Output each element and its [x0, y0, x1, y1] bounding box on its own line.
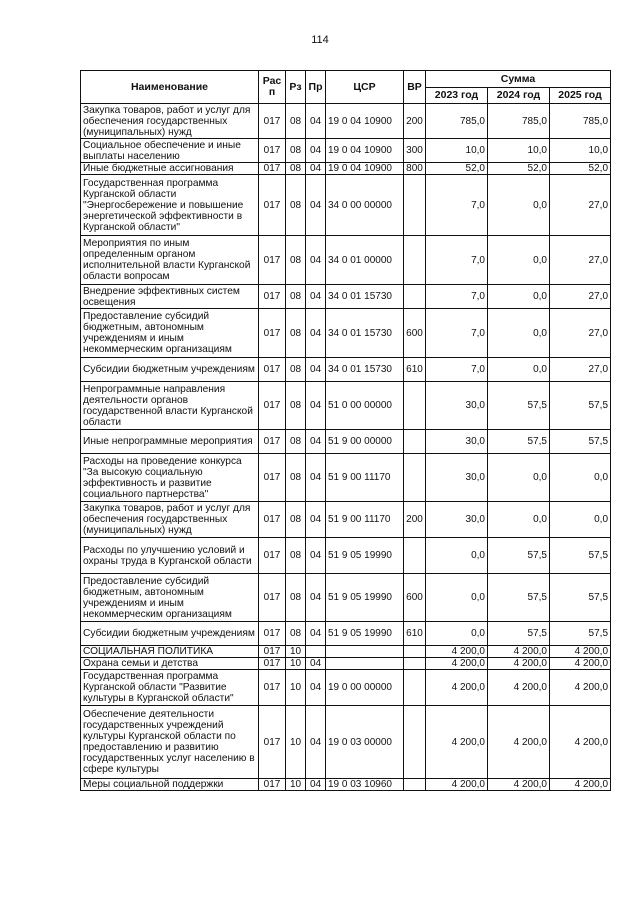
cell-rz: 08 [286, 236, 306, 285]
cell-ras: 017 [259, 104, 286, 139]
cell-csr: 34 0 01 15730 [326, 309, 404, 358]
table-row [81, 139, 611, 163]
table-row [81, 538, 611, 574]
cell-vr: 300 [404, 139, 426, 163]
cell-2025: 27,0 [550, 175, 611, 236]
header-pr: Пр [306, 71, 326, 104]
cell-csr: 34 0 01 15730 [326, 285, 404, 309]
cell-2024: 0,0 [488, 236, 550, 285]
table-row [81, 454, 611, 502]
cell-pr: 04 [306, 454, 326, 502]
cell-ras: 017 [259, 358, 286, 382]
cell-vr: 800 [404, 163, 426, 175]
cell-rz: 08 [286, 502, 306, 538]
cell-2023: 7,0 [426, 309, 488, 358]
cell-ras: 017 [259, 309, 286, 358]
cell-2023: 10,0 [426, 139, 488, 163]
cell-vr [404, 779, 426, 791]
cell-rz: 10 [286, 658, 306, 670]
table-row [81, 430, 611, 454]
cell-2023: 4 200,0 [426, 779, 488, 791]
cell-2025: 57,5 [550, 574, 611, 622]
cell-csr: 51 9 05 19990 [326, 538, 404, 574]
cell-name: Иные непрограммные мероприятия [81, 430, 259, 454]
cell-2025: 27,0 [550, 309, 611, 358]
cell-name: Внедрение эффективных систем освещения [81, 285, 259, 309]
cell-2024: 0,0 [488, 454, 550, 502]
cell-rz: 10 [286, 646, 306, 658]
cell-2023: 785,0 [426, 104, 488, 139]
cell-csr: 51 9 05 19990 [326, 622, 404, 646]
cell-name: Государственная программа Курганской области "Энергосбережение и повышение энергетической эффективности в Курганской области" [81, 175, 259, 236]
cell-vr: 200 [404, 104, 426, 139]
cell-csr: 19 0 03 10960 [326, 779, 404, 791]
cell-name: Обеспечение деятельности государственных учреждений культуры Курганской области по предоставлению и развитию государственных услуг населению в сфере культуры [81, 706, 259, 779]
cell-2025: 785,0 [550, 104, 611, 139]
cell-csr: 34 0 00 00000 [326, 175, 404, 236]
cell-pr: 04 [306, 622, 326, 646]
cell-rz: 08 [286, 538, 306, 574]
cell-vr [404, 454, 426, 502]
cell-name: Меры социальной поддержки [81, 779, 259, 791]
cell-vr [404, 285, 426, 309]
header-sum: Сумма [426, 71, 611, 88]
cell-rz: 08 [286, 622, 306, 646]
cell-2025: 10,0 [550, 139, 611, 163]
cell-ras: 017 [259, 574, 286, 622]
cell-pr: 04 [306, 285, 326, 309]
cell-rz: 10 [286, 779, 306, 791]
cell-name: Закупка товаров, работ и услуг для обеспечения государственных (муниципальных) нужд [81, 104, 259, 139]
cell-vr: 610 [404, 622, 426, 646]
cell-pr: 04 [306, 139, 326, 163]
table-row [81, 670, 611, 706]
cell-csr [326, 646, 404, 658]
cell-vr [404, 706, 426, 779]
page-number: 114 [311, 34, 329, 46]
header-vr: ВР [404, 71, 426, 104]
cell-csr: 51 9 05 19990 [326, 574, 404, 622]
cell-2023: 30,0 [426, 382, 488, 430]
cell-vr [404, 538, 426, 574]
cell-2025: 4 200,0 [550, 670, 611, 706]
cell-rz: 08 [286, 139, 306, 163]
cell-pr: 04 [306, 175, 326, 236]
table-header [81, 71, 611, 104]
header-name: Наименование [81, 71, 259, 104]
cell-2023: 7,0 [426, 358, 488, 382]
cell-2024: 0,0 [488, 502, 550, 538]
cell-ras: 017 [259, 382, 286, 430]
cell-vr [404, 175, 426, 236]
cell-rz: 08 [286, 430, 306, 454]
cell-rz: 10 [286, 706, 306, 779]
cell-csr: 19 0 04 10900 [326, 104, 404, 139]
cell-rz: 08 [286, 574, 306, 622]
cell-ras: 017 [259, 285, 286, 309]
cell-2024: 57,5 [488, 538, 550, 574]
cell-csr: 19 0 03 00000 [326, 706, 404, 779]
cell-2024: 57,5 [488, 430, 550, 454]
cell-csr: 34 0 01 00000 [326, 236, 404, 285]
cell-2024: 4 200,0 [488, 646, 550, 658]
table-row [81, 646, 611, 658]
header-ras: Рас п [259, 71, 286, 104]
header-csr: ЦСР [326, 71, 404, 104]
cell-2023: 4 200,0 [426, 670, 488, 706]
cell-ras: 017 [259, 236, 286, 285]
cell-csr: 51 9 00 11170 [326, 502, 404, 538]
cell-vr: 610 [404, 358, 426, 382]
cell-vr [404, 382, 426, 430]
cell-2023: 4 200,0 [426, 706, 488, 779]
header-rz: Рз [286, 71, 306, 104]
cell-csr: 19 0 00 00000 [326, 670, 404, 706]
cell-name: Мероприятия по иным определенным органом исполнительной власти Курганской области вопросам [81, 236, 259, 285]
cell-name: Социальное обеспечение и иные выплаты населению [81, 139, 259, 163]
table-row [81, 285, 611, 309]
cell-2025: 57,5 [550, 430, 611, 454]
table-row [81, 706, 611, 779]
cell-pr: 04 [306, 538, 326, 574]
cell-pr: 04 [306, 430, 326, 454]
cell-2024: 4 200,0 [488, 658, 550, 670]
cell-name: Охрана семьи и детства [81, 658, 259, 670]
cell-ras: 017 [259, 622, 286, 646]
cell-vr: 200 [404, 502, 426, 538]
cell-csr: 51 9 00 11170 [326, 454, 404, 502]
cell-pr: 04 [306, 236, 326, 285]
cell-2023: 30,0 [426, 454, 488, 502]
cell-2024: 57,5 [488, 622, 550, 646]
table-row [81, 622, 611, 646]
cell-ras: 017 [259, 430, 286, 454]
cell-ras: 017 [259, 502, 286, 538]
cell-vr [404, 646, 426, 658]
cell-csr: 34 0 01 15730 [326, 358, 404, 382]
cell-2025: 4 200,0 [550, 646, 611, 658]
cell-name: Иные бюджетные ассигнования [81, 163, 259, 175]
cell-2023: 4 200,0 [426, 658, 488, 670]
cell-ras: 017 [259, 646, 286, 658]
cell-rz: 08 [286, 285, 306, 309]
cell-ras: 017 [259, 779, 286, 791]
cell-2025: 0,0 [550, 502, 611, 538]
table-row [81, 658, 611, 670]
cell-ras: 017 [259, 175, 286, 236]
cell-vr: 600 [404, 574, 426, 622]
cell-2025: 27,0 [550, 358, 611, 382]
table-row [81, 104, 611, 139]
cell-2025: 27,0 [550, 285, 611, 309]
cell-pr: 04 [306, 706, 326, 779]
cell-vr [404, 430, 426, 454]
cell-csr: 19 0 04 10900 [326, 163, 404, 175]
cell-name: Государственная программа Курганской области "Развитие культуры в Курганской области" [81, 670, 259, 706]
cell-csr: 51 0 00 00000 [326, 382, 404, 430]
cell-vr [404, 236, 426, 285]
cell-name: Расходы по улучшению условий и охраны труда в Курганской области [81, 538, 259, 574]
cell-2023: 7,0 [426, 175, 488, 236]
cell-2023: 30,0 [426, 502, 488, 538]
cell-pr: 04 [306, 670, 326, 706]
cell-ras: 017 [259, 163, 286, 175]
cell-pr: 04 [306, 309, 326, 358]
cell-2024: 4 200,0 [488, 670, 550, 706]
cell-name: Предоставление субсидий бюджетным, автономным учреждениям и иным некоммерческим организациям [81, 309, 259, 358]
table-row [81, 309, 611, 358]
budget-table [80, 70, 611, 791]
cell-2025: 52,0 [550, 163, 611, 175]
cell-2025: 0,0 [550, 454, 611, 502]
cell-name: СОЦИАЛЬНАЯ ПОЛИТИКА [81, 646, 259, 658]
table-row [81, 175, 611, 236]
cell-2024: 0,0 [488, 175, 550, 236]
cell-pr: 04 [306, 104, 326, 139]
cell-pr: 04 [306, 163, 326, 175]
cell-rz: 08 [286, 454, 306, 502]
table-row [81, 163, 611, 175]
cell-csr: 51 9 00 00000 [326, 430, 404, 454]
cell-2024: 57,5 [488, 382, 550, 430]
cell-csr [326, 658, 404, 670]
cell-rz: 08 [286, 382, 306, 430]
cell-vr: 600 [404, 309, 426, 358]
cell-vr [404, 670, 426, 706]
cell-2023: 30,0 [426, 430, 488, 454]
table-row [81, 574, 611, 622]
cell-2023: 7,0 [426, 236, 488, 285]
header-2023: 2023 год [426, 88, 488, 104]
table-row [81, 502, 611, 538]
cell-ras: 017 [259, 706, 286, 779]
cell-rz: 08 [286, 163, 306, 175]
cell-2024: 0,0 [488, 285, 550, 309]
table-row [81, 382, 611, 430]
cell-2024: 0,0 [488, 309, 550, 358]
cell-ras: 017 [259, 139, 286, 163]
cell-2025: 27,0 [550, 236, 611, 285]
cell-2024: 785,0 [488, 104, 550, 139]
cell-ras: 017 [259, 658, 286, 670]
cell-pr: 04 [306, 574, 326, 622]
cell-rz: 08 [286, 309, 306, 358]
cell-2023: 4 200,0 [426, 646, 488, 658]
table-body [81, 104, 611, 791]
cell-2024: 52,0 [488, 163, 550, 175]
cell-2025: 57,5 [550, 622, 611, 646]
cell-2025: 57,5 [550, 382, 611, 430]
cell-2024: 4 200,0 [488, 706, 550, 779]
cell-name: Закупка товаров, работ и услуг для обеспечения государственных (муниципальных) нужд [81, 502, 259, 538]
cell-rz: 08 [286, 104, 306, 139]
cell-vr [404, 658, 426, 670]
cell-pr: 04 [306, 382, 326, 430]
cell-name: Непрограммные направления деятельности органов государственной власти Курганской области [81, 382, 259, 430]
table-row [81, 779, 611, 791]
cell-2023: 0,0 [426, 574, 488, 622]
cell-2023: 0,0 [426, 622, 488, 646]
cell-2025: 4 200,0 [550, 706, 611, 779]
table-row [81, 236, 611, 285]
cell-2023: 52,0 [426, 163, 488, 175]
cell-name: Предоставление субсидий бюджетным, автономным учреждениям и иным некоммерческим организациям [81, 574, 259, 622]
cell-ras: 017 [259, 454, 286, 502]
cell-pr: 04 [306, 779, 326, 791]
table-row [81, 358, 611, 382]
cell-2025: 57,5 [550, 538, 611, 574]
cell-2023: 7,0 [426, 285, 488, 309]
cell-pr [306, 646, 326, 658]
cell-rz: 10 [286, 670, 306, 706]
cell-rz: 08 [286, 358, 306, 382]
cell-ras: 017 [259, 538, 286, 574]
cell-ras: 017 [259, 670, 286, 706]
cell-pr: 04 [306, 502, 326, 538]
cell-rz: 08 [286, 175, 306, 236]
header-2024: 2024 год [488, 88, 550, 104]
cell-2025: 4 200,0 [550, 658, 611, 670]
cell-2025: 4 200,0 [550, 779, 611, 791]
header-2025: 2025 год [550, 88, 611, 104]
cell-2023: 0,0 [426, 538, 488, 574]
cell-2024: 57,5 [488, 574, 550, 622]
cell-name: Субсидии бюджетным учреждениям [81, 622, 259, 646]
cell-name: Субсидии бюджетным учреждениям [81, 358, 259, 382]
cell-name: Расходы на проведение конкурса "За высокую социальную эффективность и развитие социального партнерства" [81, 454, 259, 502]
cell-2024: 4 200,0 [488, 779, 550, 791]
cell-csr: 19 0 04 10900 [326, 139, 404, 163]
cell-pr: 04 [306, 358, 326, 382]
cell-2024: 0,0 [488, 358, 550, 382]
cell-pr: 04 [306, 658, 326, 670]
cell-2024: 10,0 [488, 139, 550, 163]
